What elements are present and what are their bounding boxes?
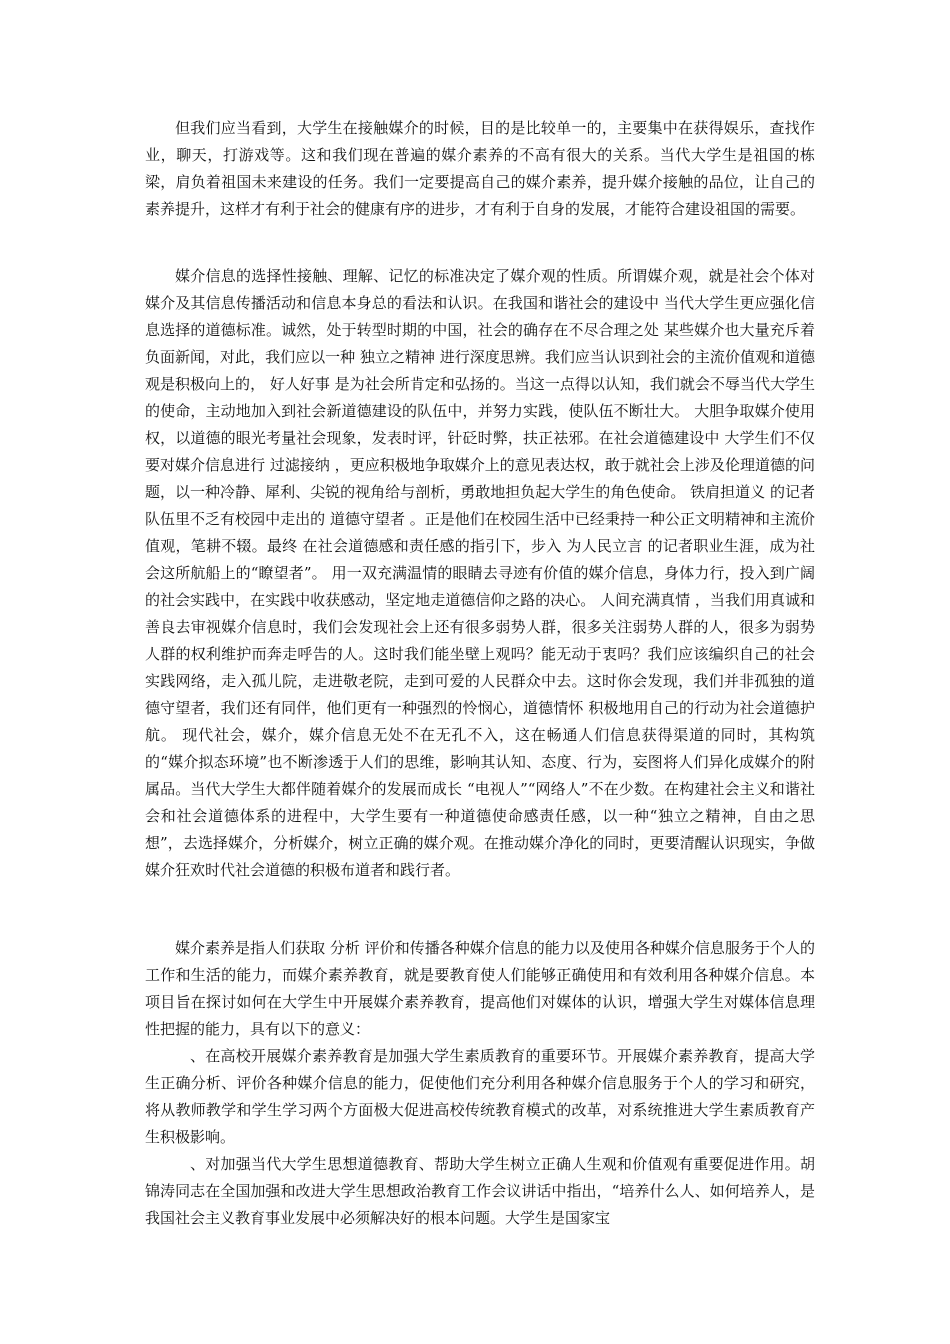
section-block-2 [145, 263, 815, 884]
paragraph-1: 但我们应当看到，大学生在接触媒介的时候，目的是比较单一的，主要集中在获得娱乐，查找作业，聊天，打游戏等。这和我们现在普遍的媒介素养的不高有很大的关系。当代大学生是祖国的栋梁，肩负着祖国未来建设的任务。我们一定要提高自己的媒介素养，提升媒介接触的品位，让自己的素养提升，这样才有利于社会的健康有序的进步，才有利于自身的发展，才能符合建设祖国的需要。 [145, 119, 815, 218]
section-block-3 [145, 935, 815, 1232]
paragraph-3: 媒介素养是指人们获取 分析 评价和传播各种媒介信息的能力以及使用各种媒介信息服务于个人的工作和生活的能力，而媒介素养教育，就是要教育使人们能够正确使用和有效利用各种媒介信息。本项目旨在探讨如何在大学生中开展媒介素养教育，提高他们对媒体的认识，增强大学生对媒体信息理性把握的能力，具有以下的意义： [145, 939, 815, 1038]
paragraph-4: 、在高校开展媒介素养教育是加强大学生素质教育的重要环节。开展媒介素养教育，提高大学生正确分析、评价各种媒介信息的能力，促使他们充分利用各种媒介信息服务于个人的学习和研究，将从教师教学和学生学习两个方面极大促进高校传统教育模式的改革，对系统推进大学生素质教育产生积极影响。 [145, 1047, 815, 1146]
paragraph-2: 媒介信息的选择性接触、理解、记忆的标准决定了媒介观的性质。所谓媒介观，就是社会个体对媒介及其信息传播活动和信息本身总的看法和认识。在我国和谐社会的建设中 当代大学生更应强化信息选择的道德标准。诚然，处于转型时期的中国，社会的确存在不尽合理之处 某些媒介也大量充斥着负面新闻，对此，我们应以一种 独立之精神 进行深度思辨。我们应当认识到社会的主流价值观和道德观是积极向上的， 好人好事 是为社会所肯定和弘扬的。当这一点得以认知，我们就会不辱当代大学生的使命，主动地加入到社会新道德建设的队伍中，并努力实践，使队伍不断壮大。 大胆争取媒介使用权，以道德的眼光考量社会现象，发表时评，针砭时弊，扶正祛邪。在社会道德建设中 大学生们不仅要对媒介信息进行 过滤接纳 ，更应积极地争取媒介上的意见表达权，敢于就社会上涉及伦理道德的问题，以一种冷静、犀利、尖锐的视角给与剖析，勇敢地担负起大学生的角色使命。 铁肩担道义 的记者队伍里不乏有校园中走出的 道德守望者 。正是他们在校园生活中已经秉持一种公正文明精神和主流价值观，笔耕不辍。最终 在社会道德感和责任感的指引下，步入 为人民立言 的记者职业生涯，成为社会这所航船上的“瞭望者”。 用一双充满温情的眼睛去寻迹有价值的媒介信息，身体力行，投入到广阔的社会实践中，在实践中收获感动，坚定地走道德信仰之路的决心。 人间充满真情 ，当我们用真诚和善良去审视媒介信息时，我们会发现社会上还有很多弱势人群，很多关注弱势人群的人，很多为弱势人群的权利维护而奔走呼告的人。这时我们能坐壁上观吗？能无动于衷吗？我们应该编织自己的社会实践网络，走入孤儿院，走进敬老院，走到可爱的人民群众中去。这时你会发现，我们并非孤独的道德守望者，我们还有同伴，他们更有一种强烈的怜悯心，道德情怀 积极地用自己的行动为社会道德护航。 现代社会，媒介，媒介信息无处不在无孔不入，这在畅通人们信息获得渠道的同时，其构筑的“媒介拟态环境”也不断渗透于人们的思维，影响其认知、态度、行为，妄图将人们异化成媒介的附属品。当代大学生大都伴随着媒介的发展而成长 “电视人”“网络人”不在少数。在构建社会主义和谐社会和社会道德体系的进程中，大学生要有一种道德使命感责任感，以一种“独立之精神，自由之思想”，去选择媒介，分析媒介，树立正确的媒介观。在推动媒介净化的同时，更要清醒认识现实，争做媒介狂欢时代社会道德的积极布道者和践行者。 [145, 267, 815, 879]
paragraph-5: 、对加强当代大学生思想道德教育、帮助大学生树立正确人生观和价值观有重要促进作用。胡锦涛同志在全国加强和改进大学生思想政治教育工作会议讲话中指出，“培养什么人、如何培养人，是我国社会主义教育事业发展中必须解决好的根本问题。大学生是国家宝 [145, 1155, 815, 1227]
section-block-1 [145, 115, 815, 223]
